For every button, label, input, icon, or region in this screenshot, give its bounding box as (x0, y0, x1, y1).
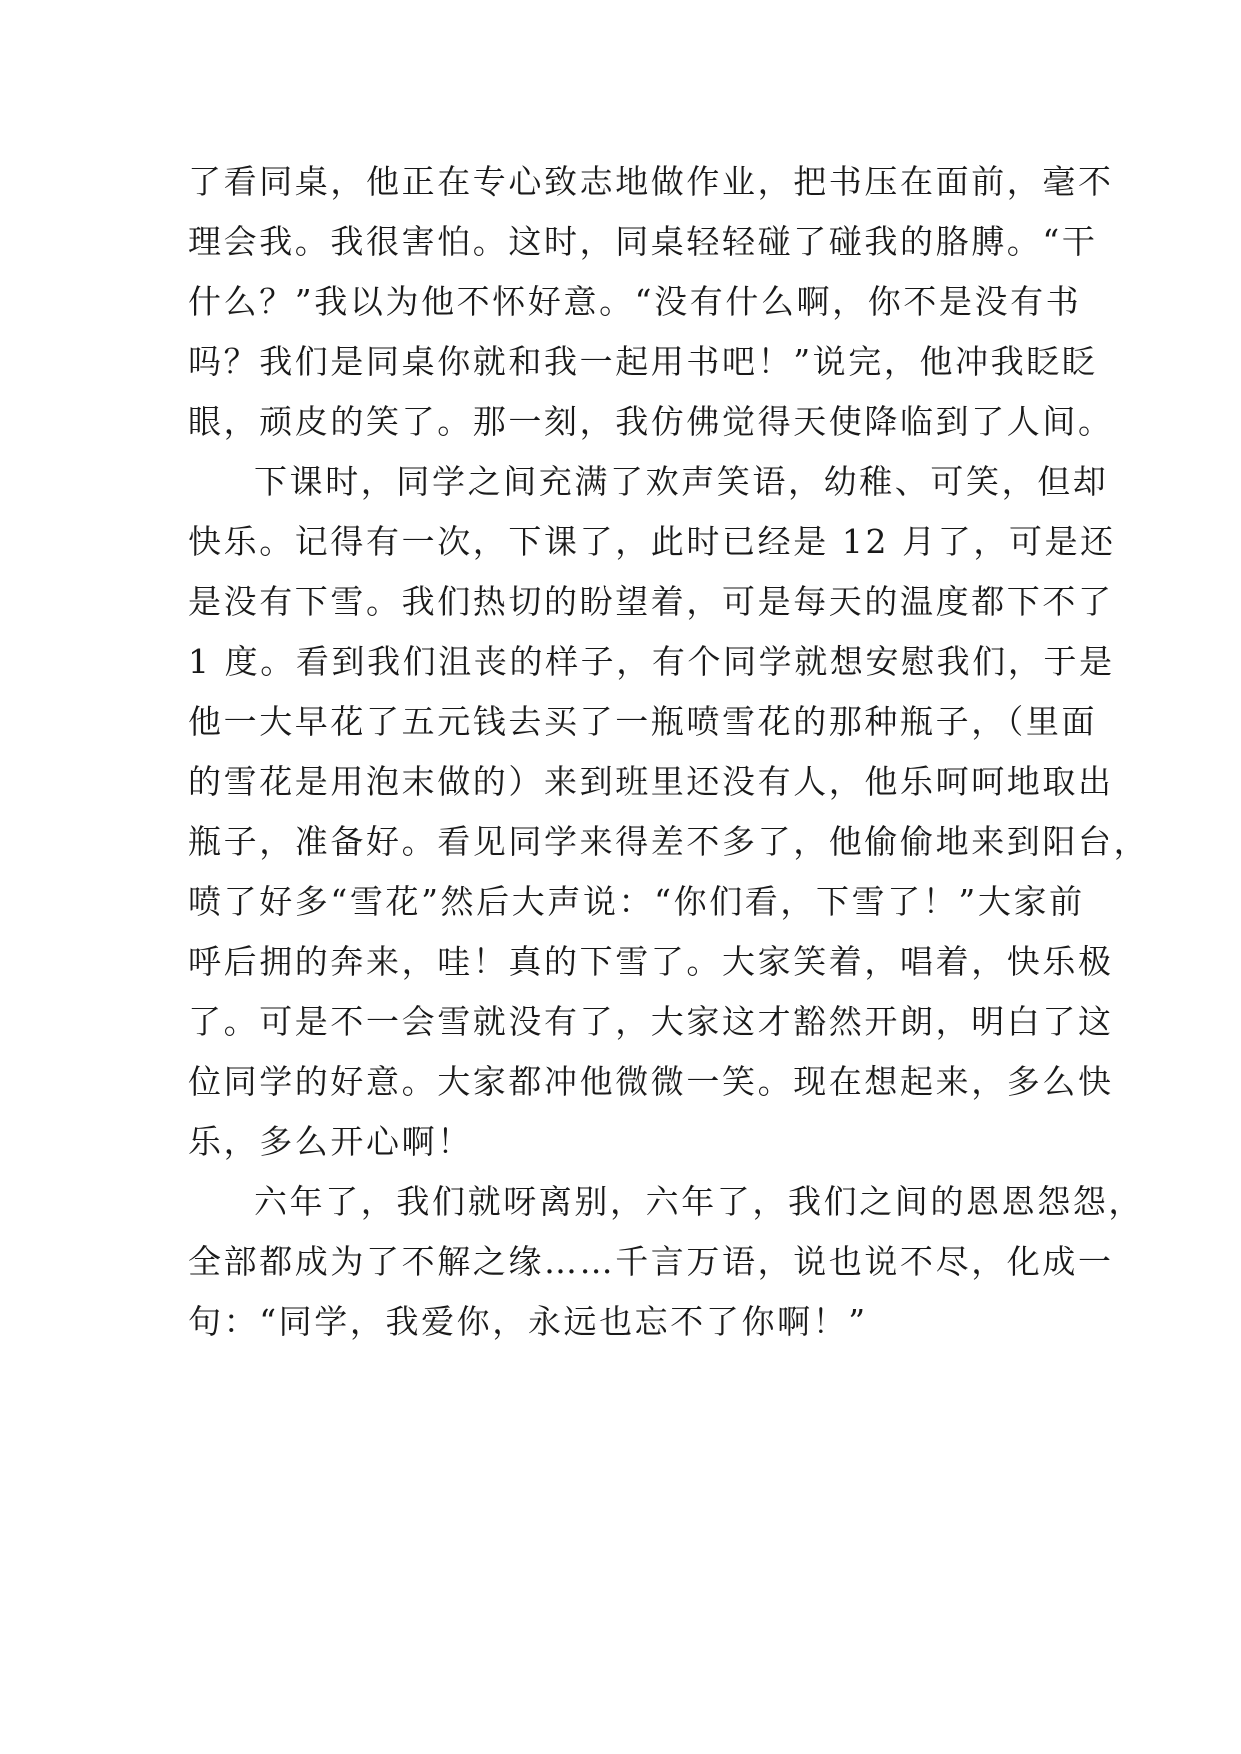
paragraph-start-line: 下课时，同学之间充满了欢声笑语，幼稚、可笑，但却 (254, 462, 1109, 501)
body-text (188, 152, 1150, 1352)
text-line: 快乐。记得有一次，下课了，此时已经是 12 月了，可是还 (188, 522, 1116, 561)
text-line: 1 度。看到我们沮丧的样子，有个同学就想安慰我们，于是 (188, 642, 1115, 681)
text-line: 的雪花是用泡末做的）来到班里还没有人，他乐呵呵地取出 (188, 762, 1114, 801)
text-line: 呼后拥的奔来，哇！真的下雪了。大家笑着，唱着，快乐极 (188, 942, 1114, 981)
text-line: 什么？”我以为他不怀好意。“没有什么啊，你不是没有书 (188, 282, 1082, 321)
text-line: 了。可是不一会雪就没有了，大家这才豁然开朗，明白了这 (188, 1002, 1114, 1041)
paragraph-start-line: 六年了，我们就呀离别，六年了，我们之间的恩恩怨怨， (254, 1182, 1144, 1221)
text-line: 他一大早花了五元钱去买了一瓶喷雪花的那种瓶子，（里面 (188, 702, 1098, 741)
text-line: 瓶子，准备好。看见同学来得差不多了，他偷偷地来到阳台， (188, 822, 1150, 861)
text-line: 位同学的好意。大家都冲他微微一笑。现在想起来，多么快 (188, 1062, 1114, 1101)
text-line: 句：“同学，我爱你，永远也忘不了你啊！” (188, 1302, 868, 1341)
text-line: 喷了好多“雪花”然后大声说：“你们看，下雪了！”大家前 (188, 882, 1085, 921)
text-line: 理会我。我很害怕。这时，同桌轻轻碰了碰我的胳膊。“干 (188, 222, 1098, 261)
text-line: 全部都成为了不解之缘……千言万语，说也说不尽，化成一 (188, 1242, 1114, 1281)
text-line: 吗？我们是同桌你就和我一起用书吧！”说完，他冲我眨眨 (188, 342, 1098, 381)
text-line: 乐，多么开心啊！ (188, 1122, 473, 1161)
text-line: 了看同桌，他正在专心致志地做作业，把书压在面前，毫不 (188, 162, 1114, 201)
text-line: 眼，顽皮的笑了。那一刻，我仿佛觉得天使降临到了人间。 (188, 402, 1114, 441)
text-line: 是没有下雪。我们热切的盼望着，可是每天的温度都下不了 (188, 582, 1114, 621)
